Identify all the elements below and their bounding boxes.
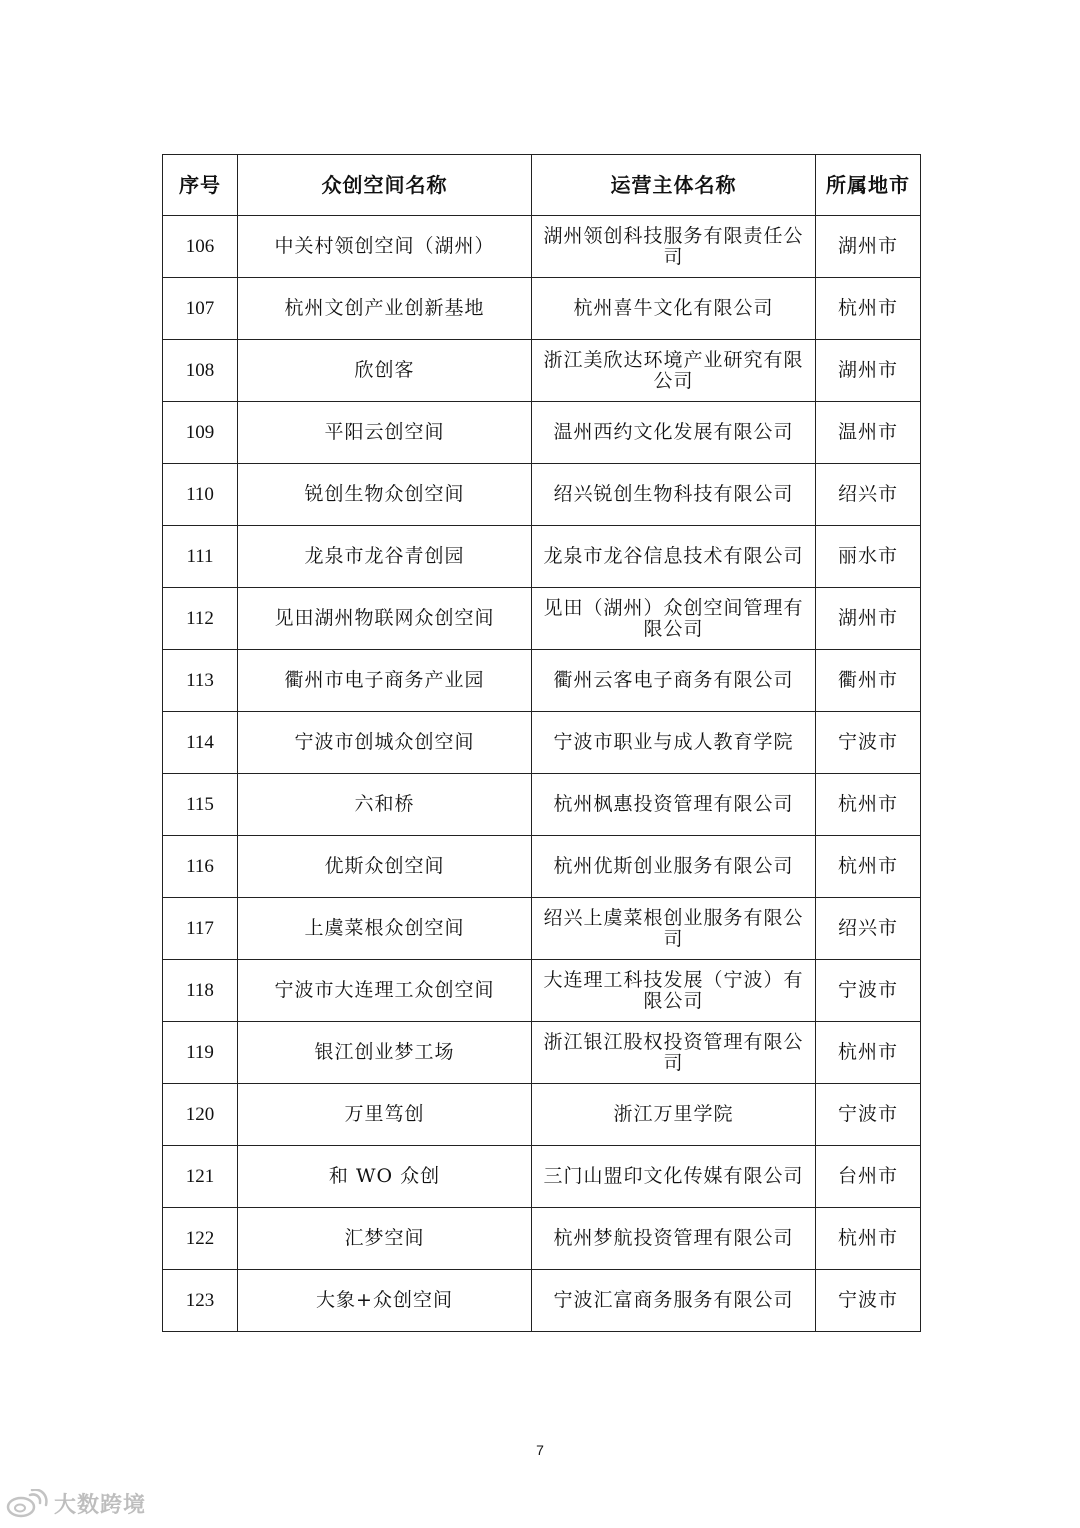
row-space-name-cell: 衢州市电子商务产业园 bbox=[238, 650, 532, 712]
row-space-name-cell: 银江创业梦工场 bbox=[238, 1022, 532, 1084]
table-row bbox=[163, 1084, 921, 1146]
row-seq-cell: 106 bbox=[163, 216, 238, 278]
row-space-name-cell: 宁波市大连理工众创空间 bbox=[238, 960, 532, 1022]
table-row bbox=[163, 1022, 921, 1084]
row-space-name-cell: 中关村领创空间（湖州） bbox=[238, 216, 532, 278]
row-operator-cell: 杭州喜牛文化有限公司 bbox=[532, 278, 816, 340]
row-city-cell: 杭州市 bbox=[816, 774, 921, 836]
table-row bbox=[163, 836, 921, 898]
row-space-name-cell: 见田湖州物联网众创空间 bbox=[238, 588, 532, 650]
row-space-name-cell: 汇梦空间 bbox=[238, 1208, 532, 1270]
row-operator-cell: 绍兴锐创生物科技有限公司 bbox=[532, 464, 816, 526]
row-city-cell: 宁波市 bbox=[816, 712, 921, 774]
row-operator-cell: 龙泉市龙谷信息技术有限公司 bbox=[532, 526, 816, 588]
header-space-name: 众创空间名称 bbox=[238, 155, 532, 216]
row-seq-cell: 121 bbox=[163, 1146, 238, 1208]
row-operator-cell: 杭州优斯创业服务有限公司 bbox=[532, 836, 816, 898]
row-city-cell: 温州市 bbox=[816, 402, 921, 464]
row-operator-cell: 宁波汇富商务服务有限公司 bbox=[532, 1270, 816, 1332]
row-city-cell: 宁波市 bbox=[816, 960, 921, 1022]
row-seq-cell: 119 bbox=[163, 1022, 238, 1084]
row-seq-cell: 122 bbox=[163, 1208, 238, 1270]
header-seq: 序号 bbox=[163, 155, 238, 216]
table-row bbox=[163, 402, 921, 464]
row-space-name-cell: 上虞菜根众创空间 bbox=[238, 898, 532, 960]
table-row bbox=[163, 1146, 921, 1208]
row-space-name-cell: 大象+众创空间 bbox=[238, 1270, 532, 1332]
row-city-cell: 湖州市 bbox=[816, 588, 921, 650]
row-city-cell: 杭州市 bbox=[816, 1208, 921, 1270]
row-seq-cell: 109 bbox=[163, 402, 238, 464]
row-seq-cell: 116 bbox=[163, 836, 238, 898]
row-city-cell: 台州市 bbox=[816, 1146, 921, 1208]
row-operator-cell: 浙江万里学院 bbox=[532, 1084, 816, 1146]
row-operator-cell: 杭州枫惠投资管理有限公司 bbox=[532, 774, 816, 836]
row-space-name-cell: 优斯众创空间 bbox=[238, 836, 532, 898]
header-city: 所属地市 bbox=[816, 155, 921, 216]
row-city-cell: 宁波市 bbox=[816, 1270, 921, 1332]
row-city-cell: 湖州市 bbox=[816, 216, 921, 278]
row-operator-cell: 宁波市职业与成人教育学院 bbox=[532, 712, 816, 774]
row-operator-cell: 大连理工科技发展（宁波）有限公司 bbox=[532, 960, 816, 1022]
table-header-row bbox=[163, 155, 921, 216]
row-seq-cell: 108 bbox=[163, 340, 238, 402]
table-row bbox=[163, 278, 921, 340]
row-city-cell: 绍兴市 bbox=[816, 898, 921, 960]
row-seq-cell: 117 bbox=[163, 898, 238, 960]
row-seq-cell: 111 bbox=[163, 526, 238, 588]
table-row bbox=[163, 464, 921, 526]
row-seq-cell: 123 bbox=[163, 1270, 238, 1332]
row-space-name-cell: 杭州文创产业创新基地 bbox=[238, 278, 532, 340]
row-operator-cell: 见田（湖州）众创空间管理有限公司 bbox=[532, 588, 816, 650]
table-row bbox=[163, 588, 921, 650]
row-seq-cell: 110 bbox=[163, 464, 238, 526]
row-seq-cell: 113 bbox=[163, 650, 238, 712]
row-space-name-cell: 万里笃创 bbox=[238, 1084, 532, 1146]
row-space-name-cell: 六和桥 bbox=[238, 774, 532, 836]
row-operator-cell: 浙江美欣达环境产业研究有限公司 bbox=[532, 340, 816, 402]
row-city-cell: 衢州市 bbox=[816, 650, 921, 712]
row-seq-cell: 107 bbox=[163, 278, 238, 340]
row-seq-cell: 115 bbox=[163, 774, 238, 836]
row-seq-cell: 112 bbox=[163, 588, 238, 650]
row-space-name-cell: 平阳云创空间 bbox=[238, 402, 532, 464]
watermark bbox=[6, 1488, 146, 1519]
row-seq-cell: 120 bbox=[163, 1084, 238, 1146]
row-space-name-cell: 欣创客 bbox=[238, 340, 532, 402]
weibo-logo-icon bbox=[6, 1489, 50, 1519]
row-space-name-cell: 锐创生物众创空间 bbox=[238, 464, 532, 526]
table-row bbox=[163, 1270, 921, 1332]
table-body bbox=[163, 216, 921, 1332]
row-city-cell: 杭州市 bbox=[816, 1022, 921, 1084]
table-row bbox=[163, 650, 921, 712]
row-city-cell: 丽水市 bbox=[816, 526, 921, 588]
table-row bbox=[163, 216, 921, 278]
table-row bbox=[163, 526, 921, 588]
row-operator-cell: 杭州梦航投资管理有限公司 bbox=[532, 1208, 816, 1270]
watermark-text: 大数跨境 bbox=[54, 1493, 147, 1518]
row-operator-cell: 湖州领创科技服务有限责任公司 bbox=[532, 216, 816, 278]
row-space-name-cell: 龙泉市龙谷青创园 bbox=[238, 526, 532, 588]
row-operator-cell: 绍兴上虞菜根创业服务有限公司 bbox=[532, 898, 816, 960]
table-row bbox=[163, 960, 921, 1022]
page-number: 7 bbox=[536, 1442, 544, 1458]
space-list-table bbox=[162, 154, 921, 1332]
row-seq-cell: 118 bbox=[163, 960, 238, 1022]
table-row bbox=[163, 1208, 921, 1270]
header-operator-name: 运营主体名称 bbox=[532, 155, 816, 216]
row-operator-cell: 浙江银江股权投资管理有限公司 bbox=[532, 1022, 816, 1084]
row-operator-cell: 三门山盟印文化传媒有限公司 bbox=[532, 1146, 816, 1208]
row-city-cell: 杭州市 bbox=[816, 836, 921, 898]
row-space-name-cell: 宁波市创城众创空间 bbox=[238, 712, 532, 774]
row-city-cell: 湖州市 bbox=[816, 340, 921, 402]
row-space-name-cell: 和 WO 众创 bbox=[238, 1146, 532, 1208]
table-row bbox=[163, 712, 921, 774]
row-city-cell: 杭州市 bbox=[816, 278, 921, 340]
row-seq-cell: 114 bbox=[163, 712, 238, 774]
row-city-cell: 绍兴市 bbox=[816, 464, 921, 526]
row-operator-cell: 衢州云客电子商务有限公司 bbox=[532, 650, 816, 712]
table-row bbox=[163, 898, 921, 960]
table-row bbox=[163, 340, 921, 402]
table-row bbox=[163, 774, 921, 836]
row-operator-cell: 温州西约文化发展有限公司 bbox=[532, 402, 816, 464]
row-city-cell: 宁波市 bbox=[816, 1084, 921, 1146]
